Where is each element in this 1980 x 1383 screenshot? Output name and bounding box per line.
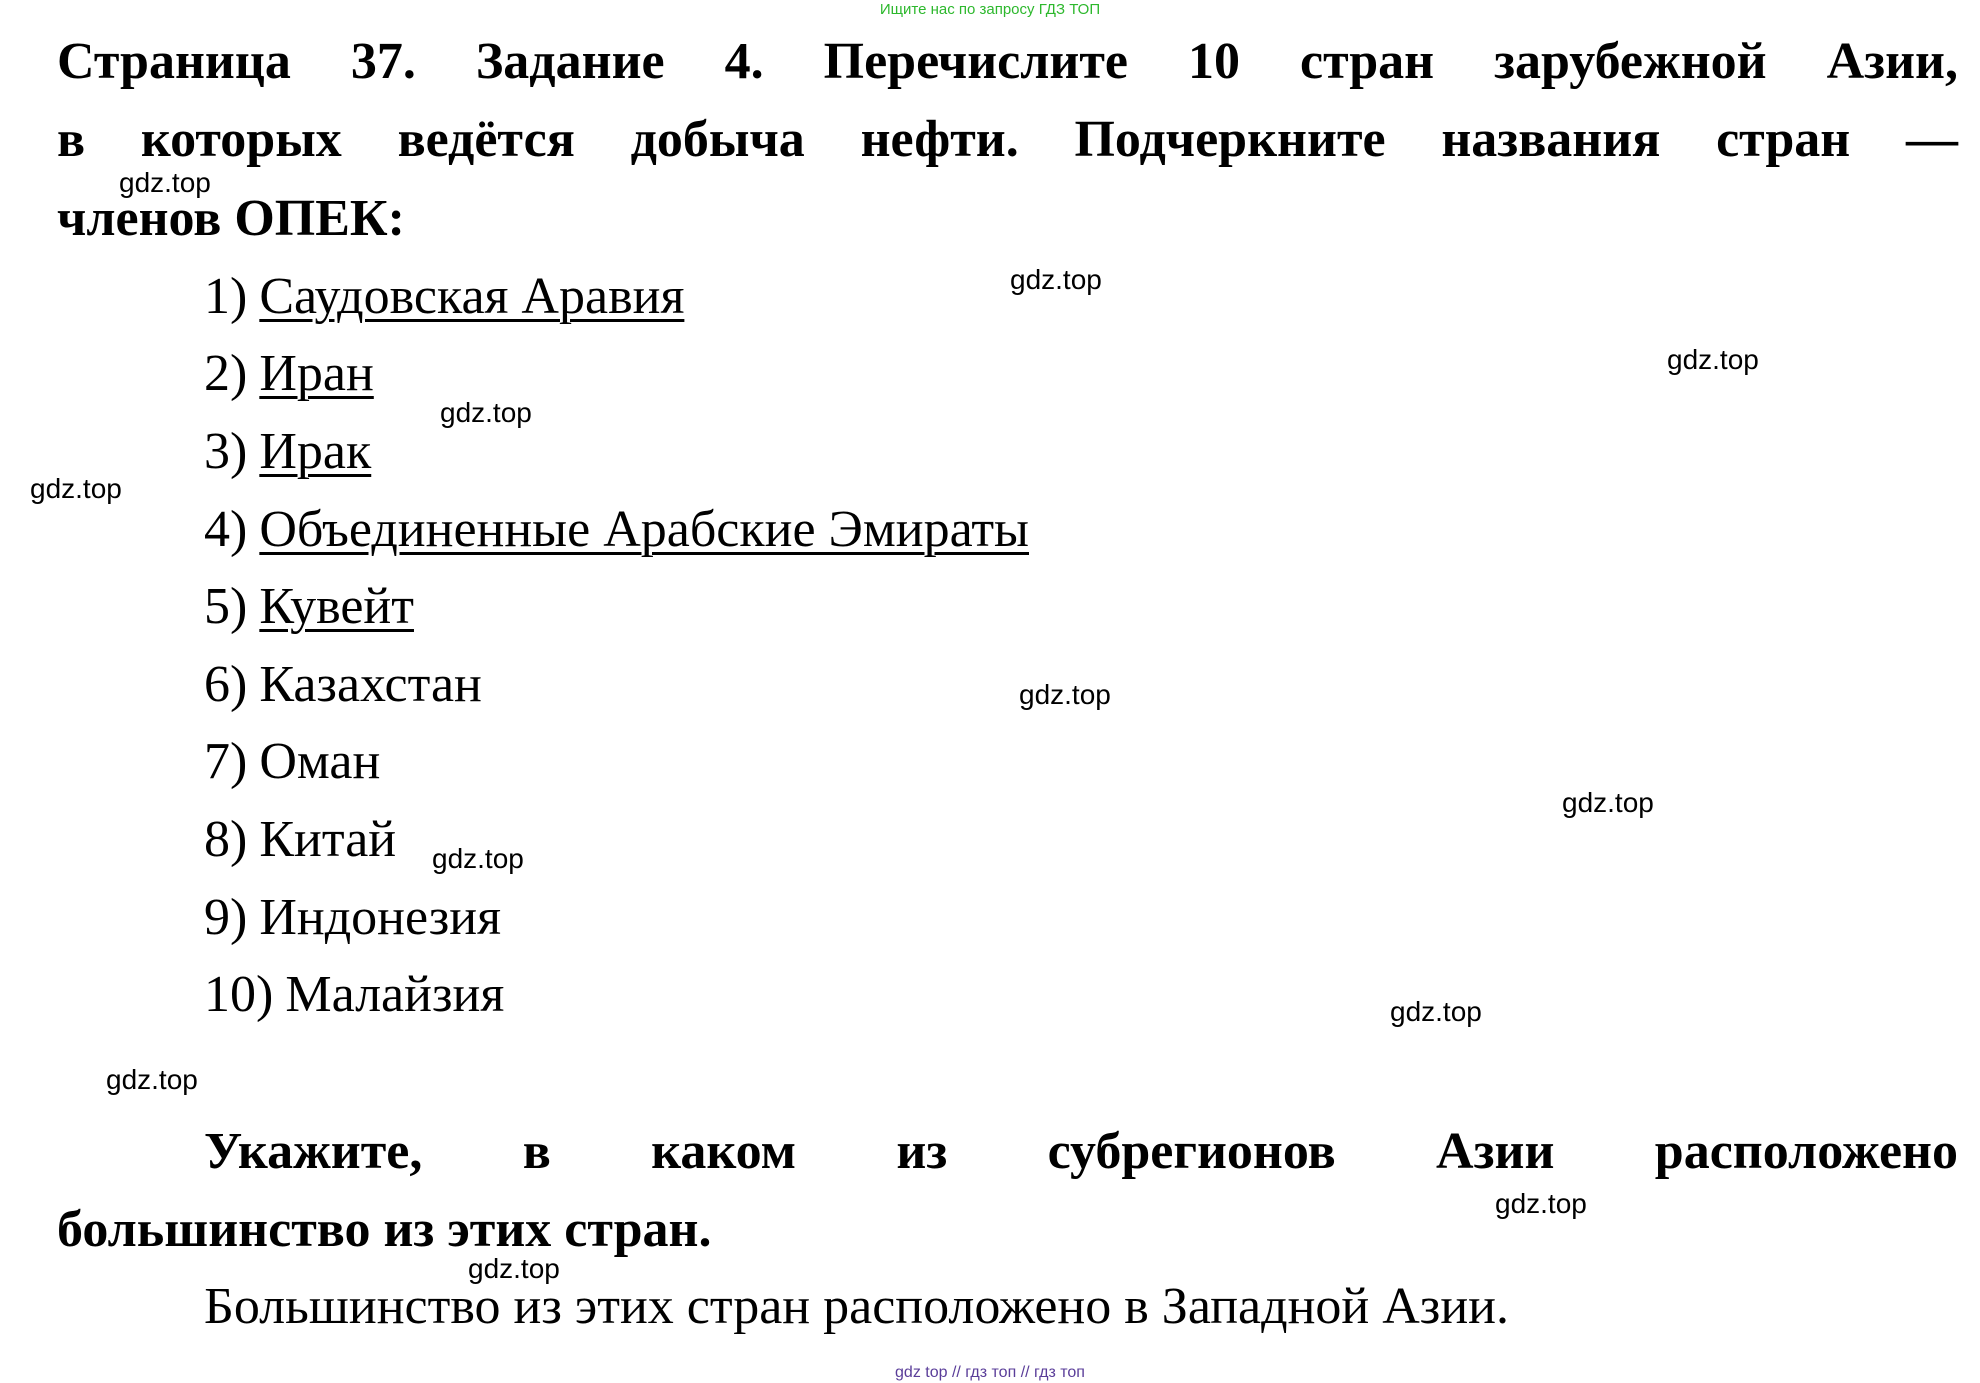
country-name: Саудовская Аравия (259, 268, 685, 325)
country-number: 8) (204, 811, 248, 868)
country-item (204, 965, 504, 1025)
task-title-line-3: членов ОПЕК: (57, 190, 405, 247)
country-name: Малайзия (285, 966, 505, 1023)
country-name: Казахстан (259, 656, 482, 713)
country-number: 5) (204, 578, 248, 635)
watermark: gdz.top (1019, 679, 1111, 710)
watermark: gdz.top (1667, 344, 1759, 375)
country-name: Индонезия (259, 889, 501, 946)
country-number: 3) (204, 423, 248, 480)
watermark: gdz.top (106, 1064, 198, 1095)
country-number: 6) (204, 656, 248, 713)
country-number: 10) (204, 966, 274, 1023)
country-name: Оман (259, 733, 381, 790)
task-title-line-2: в которых ведётся добыча нефти. Подчеркните названия стран — (57, 111, 1958, 168)
watermark: gdz.top (119, 167, 211, 198)
country-name: Китай (259, 811, 397, 868)
country-number: 9) (204, 889, 248, 946)
country-item (204, 267, 684, 327)
watermark: gdz.top (1495, 1188, 1587, 1219)
country-number: 1) (204, 268, 248, 325)
country-number: 4) (204, 501, 248, 558)
watermark: gdz.top (468, 1253, 560, 1284)
country-item (204, 888, 501, 948)
answer-text: Большинство из этих стран расположено в Западной Азии. (204, 1278, 1510, 1335)
question-line-2: большинство из этих стран. (57, 1201, 712, 1258)
question-line-1: Укажите, в каком из субрегионов Азии расположено (204, 1123, 1958, 1180)
country-number: 2) (204, 345, 248, 402)
watermark: gdz.top (1562, 787, 1654, 818)
country-item (204, 500, 1029, 560)
country-name: Объединенные Арабские Эмираты (259, 501, 1029, 558)
watermark: gdz.top (1010, 264, 1102, 295)
watermark: gdz.top (1390, 996, 1482, 1027)
footer-watermark: gdz top // гдз топ // гдз топ (895, 1364, 1085, 1381)
task-title-line-1: Страница 37. Задание 4. Перечислите 10 стран зарубежной Азии, (57, 33, 1958, 90)
country-name: Ирак (259, 423, 372, 480)
country-item (204, 344, 374, 404)
country-name: Иран (259, 345, 374, 402)
country-item (204, 422, 371, 482)
watermark: gdz.top (30, 473, 122, 504)
watermark: gdz.top (440, 397, 532, 428)
watermark: gdz.top (432, 843, 524, 874)
country-item (204, 655, 482, 715)
country-item (204, 577, 414, 637)
top-banner: Ищите нас по запросу ГДЗ ТОП (879, 1, 1101, 18)
country-number: 7) (204, 733, 248, 790)
country-name: Кувейт (259, 578, 414, 635)
country-item (204, 810, 396, 870)
country-item (204, 732, 380, 792)
